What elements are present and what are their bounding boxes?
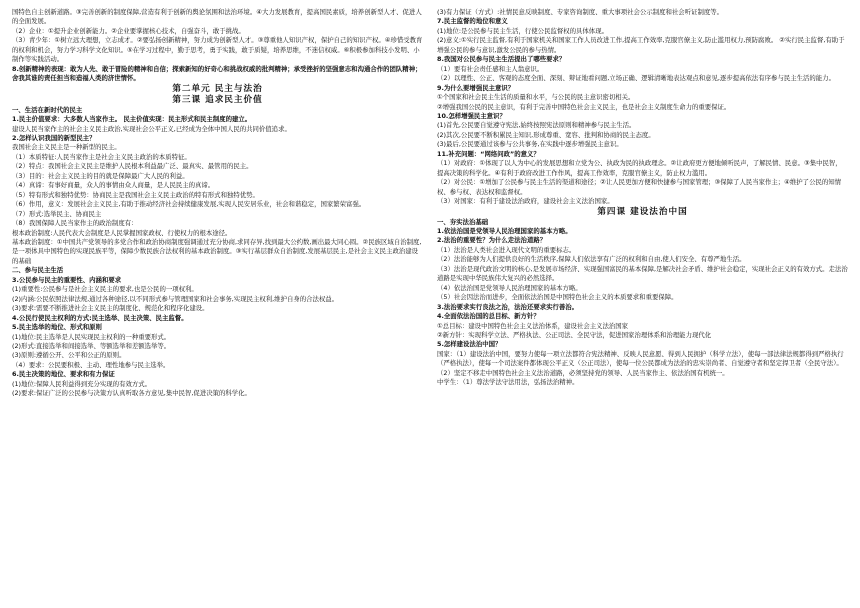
paragraph: (2)形式:直接选举和间接选举、等额选举和差额选举等。 xyxy=(12,341,171,350)
question-heading: 4.公民行使民主权利的方式:民主选举、民主决策、民主监督。 xyxy=(12,313,188,322)
paragraph: (2)内涵:公民依照法律法规,通过各种途径,以不同形式参与管理国家和社会事务,实现民主权利,维护自身的合法权益。 xyxy=(12,294,339,303)
paragraph: ②新方针：实现科学立法、严格执法、公正司法、全民守法，促进国家治理体系和治理能力现代化 xyxy=(437,330,712,339)
paragraph: （2）对公民：①增加了公民参与民主生活的渠道和途径；②让人民更加方便和快捷参与国家管理；③保障了人民当家作主；④维护了公民的知情权、参与权、表达权和监督权。 xyxy=(437,178,842,196)
paragraph: （7）形式:选举民主、协商民主 xyxy=(12,209,102,218)
right-column xyxy=(437,8,848,604)
paragraph: (2)要求:保证广泛的公民参与决策方认真听取各方意见,集中民智,促进决策的科学化。 xyxy=(12,389,251,398)
paragraph: (1)地位:保障人民利益得到充分实现的有效方式。 xyxy=(12,379,152,388)
paragraph: （1）法治是人类社会进入现代文明的重要标志。 xyxy=(437,245,576,254)
paragraph: （2）法治能够为人们提供良好的生活秩序,保障人们依法享有广泛的权利和自由,使人们安全、有尊严地生活。 xyxy=(437,255,746,264)
question-heading: 2.法治的重要性？为什么走法治道路？ xyxy=(437,236,547,245)
question-heading: 9.为什么要增强民主意识？ xyxy=(437,83,515,92)
section-heading: 一、夯实法治基础 xyxy=(437,217,489,226)
lesson-heading: 第四课 建设法治中国 xyxy=(597,206,688,217)
paragraph: (3)有力保证（方式）:社情民意反映制度、专家咨询制度、重大事项社会公示制度和社会听证制度等。 xyxy=(437,8,724,16)
paragraph: （2）特点：我国社会主义民主是维护人民根本利益最广泛、最真实、最管用的民主。 xyxy=(12,162,253,171)
paragraph: （2）坚定不移走中国特色社会主义法治道路，必须坚持党的领导、人民当家作主、依法治国有机统一。 xyxy=(437,368,729,377)
lesson-heading: 第三课 追求民主价值 xyxy=(172,94,263,105)
paragraph: 中学生：（1）尊法学法守法用法，弘扬法治精神。 xyxy=(437,378,579,387)
paragraph: 基本政治制度：①中国共产党领导的多党合作和政治协商制度强调通过充分协商,求同存异,找到最大公约数,画出最大同心圆。②民族区域自治制度,是一项体具中国特色的实现民族平等，保障少数民族合法权利的基本政治制度。③实行基层群众自治制度,发展基层民主,是社会主义民主政治建设的基础 xyxy=(12,237,422,265)
paragraph: （2）企业：①提升企业创新能力。②企业要掌握核心技术，自强奋斗，敢于挑战。 xyxy=(12,26,245,35)
question-heading: 10.怎样增强民主意识？ xyxy=(437,111,506,120)
paragraph: ①总目标：建设中国特色社会主义法治体系，建设社会主义法治国家 xyxy=(437,321,629,330)
section-heading: 一、生活在新时代的民主 xyxy=(12,105,83,114)
question-heading: 8.创新精神的表现：敢为人先、敢于冒险的精神和自信；探索新知的好奇心和挑战权威的批判精神；承受挫折的坚强意志和沟通合作的团队精神；舍我其谁的责任担当和造福人类的济世情怀。 xyxy=(12,64,422,83)
paragraph: 根本政治制度:人民代表大会制度是人民掌握国家政权、行使权力的根本途径。 xyxy=(12,228,232,237)
paragraph: (2)意义:①实行民主监督,有利于国家机关和国家工作人员改进工作,提高工作效率,克服官僚主义,防止滥用权力,预防腐败。 ②实行民主监督,有助于增强公民的参与意识,激发公民的参与热情。 xyxy=(437,36,845,54)
question-heading: 6.民主决策的地位、要求和有力保证 xyxy=(12,370,115,379)
paragraph: （1）要有社会责任感和主人翁意识。 xyxy=(437,64,544,73)
paragraph: （3）对国家：有利于建设法治政府，建设社会主义法治国家。 xyxy=(437,197,614,206)
question-heading: 1.民主价值要求：大多数人当家作主。 民主价值实现：民主形式和民主制度的建立。 xyxy=(12,115,252,124)
paragraph: （3）青少年：①树立远大理想，立志成才。②要弘扬创新精神，努力成为创新型人才。③尊重他人知识产权，保护自己的知识产权。④珍惜受教育的权利和机会，努力学习科学文化知识。⑤在学习过程中，勤于思考，勇于实践，敢于质疑，培养思维，不迷信权威。⑥积极参加科技小发明、小制作等实践活动。 xyxy=(12,36,423,64)
paragraph: （3）法治是现代政治文明的核心,是发展市场经济、实现强国富民的基本保障,是解决社会矛盾、维护社会稳定，实现社会正义的有效方式。走法治道路是实现中华民族伟大复兴的必然选择。 xyxy=(437,264,848,283)
question-heading: 7.民主监督的地位和意义 xyxy=(437,17,508,26)
question-heading: 5.民主选举的地位、形式和原则 xyxy=(12,323,102,332)
paragraph: （6）作用，意义：发展社会主义民主,有助于推动经济社会持续健康发展,实现人民安居乐业，社会和谐稳定，国家繁荣富强。 xyxy=(12,200,366,209)
paragraph: (3)原则:遵循公开、公平和公正的原则。 xyxy=(12,351,126,360)
paragraph: (3)最后,公民要通过该参与公共事务,在实践中逐步增强民主意识。 xyxy=(437,140,623,149)
left-column xyxy=(12,8,423,604)
section-heading: 二、参与民主生活 xyxy=(12,266,64,275)
question-heading: 4.全面依法治国的总目标、新方针？ xyxy=(437,312,540,321)
paragraph: ①个国家和社会民主生活的质量和水平，与公民的民主意识密切相关。 xyxy=(437,93,635,102)
paragraph: （1）本质特征:人民当家作主是社会主义民主政治的本质特征。 xyxy=(12,152,191,161)
paragraph: 建设人民当家作主的社会主义民主政治,实现社会公平正义,已经成为全体中国人民的共同价值追求。 xyxy=(12,124,291,133)
paragraph: （4）真谛：有事好商量，众人的事情由众人商量，是人民民主的真谛。 xyxy=(12,181,215,190)
paragraph: (2)其次,公民要不断积累民主知识,形成尊重、宽容、批判和协商的民主态度。 xyxy=(437,130,655,139)
paragraph: （5）特有形式和独特优势：协商民主是我国社会主义民主政治的特有形式和独特优势。 xyxy=(12,190,259,199)
question-heading: 1.依法治国是党领导人民治理国家的基本方略。 xyxy=(437,226,572,235)
paragraph: （8）我国保障人民当家作主的政治制度有： xyxy=(12,219,138,228)
paragraph: (1)首先,公民要自觉遵守宪法,始终按照宪法原则和精神参与民主生活。 xyxy=(437,121,636,130)
paragraph: （4）要求：公民要积极、主动、理性地参与民主选举。 xyxy=(12,360,170,369)
paragraph: (3)要求:需要不断推进社会主义民主的制度化、规范化和程序化建设。 xyxy=(12,304,209,313)
question-heading: 8.我国对公民参与民主生活提出了哪些要求？ xyxy=(437,55,566,64)
paragraph: 国家：（1）建设法治中国，要努力使每一项立法都符合宪法精神、反映人民意愿、得到人民拥护（科学立法），使每一部法律法规都得到严格执行（严格执法），使每一个司法案件都体现公平正义（公正司法），使每一位公民都成为法治的忠实崇尚者、自觉遵守者和坚定捍卫者（全民守法）。 xyxy=(437,349,844,368)
paragraph: 我国社会主义民主是一种新型的民主。 xyxy=(12,143,121,152)
question-heading: 11.补充问题：“网络问政”的意义？ xyxy=(437,149,540,158)
paragraph: ②增强我国公民的民主意识，有利于完善中国特色社会主义民主，也是社会主义制度生命力的重要保证。 xyxy=(437,102,731,111)
question-heading: 2.怎样认识我国的新型民主？ xyxy=(12,133,96,142)
paragraph: 国特色自主创新道路。③完善创新的制度保障,营造有利于创新的舆论氛围和法治环境。④大力发展教育，提高国民素质，培养创新型人才、促进人的全面发展。 xyxy=(12,8,422,26)
paragraph: （3）目的：社会主义民主的目的就是保障最广大人民的利益。 xyxy=(12,171,189,180)
question-heading: 3.法治要求实行良法之治，法治还要求实行善治。 xyxy=(437,302,579,311)
question-heading: 3.公民参与民主的重要性、内涵和要求 xyxy=(12,275,122,284)
question-heading: 5.怎样建设法治中国？ xyxy=(437,340,502,349)
paragraph: (1)重要性:公民参与是社会主义民主的要求,也是公民的一项权利。 xyxy=(12,285,198,294)
paragraph: （5）社会因法治而进步，全面依法治国是中国特色社会主义的本质要求和重要保障。 xyxy=(437,293,678,302)
paragraph: (1)地位:是公民参与民主生活，行使公民监督权的具体体现。 xyxy=(437,26,608,35)
paragraph: （2）以理性、公正、客观的态度全面、深刻、辩证地看问题,立场正确、逻辑清晰地表达观点和意见,逐步提高依法有序参与民主生活的能力。 xyxy=(437,74,835,83)
paragraph: (1)地位:民主选举是人民实现民主权利的一种重要形式。 xyxy=(12,332,171,341)
unit-heading: 第二单元 民主与法治 xyxy=(172,83,263,94)
paragraph: （4）依法治国是党领导人民治理国家的基本方略。 xyxy=(437,283,582,292)
paragraph: （1）对政府：①体现了以人为中心的发展思想和立党为公、执政为民的执政理念。②让政府更方便地倾听民声，了解民情、民意。③集中民智，提高决策的科学化。④有利于政府改进工作作风，提高工作效率，克服官僚主义，防止权力滥用。 xyxy=(437,159,842,177)
